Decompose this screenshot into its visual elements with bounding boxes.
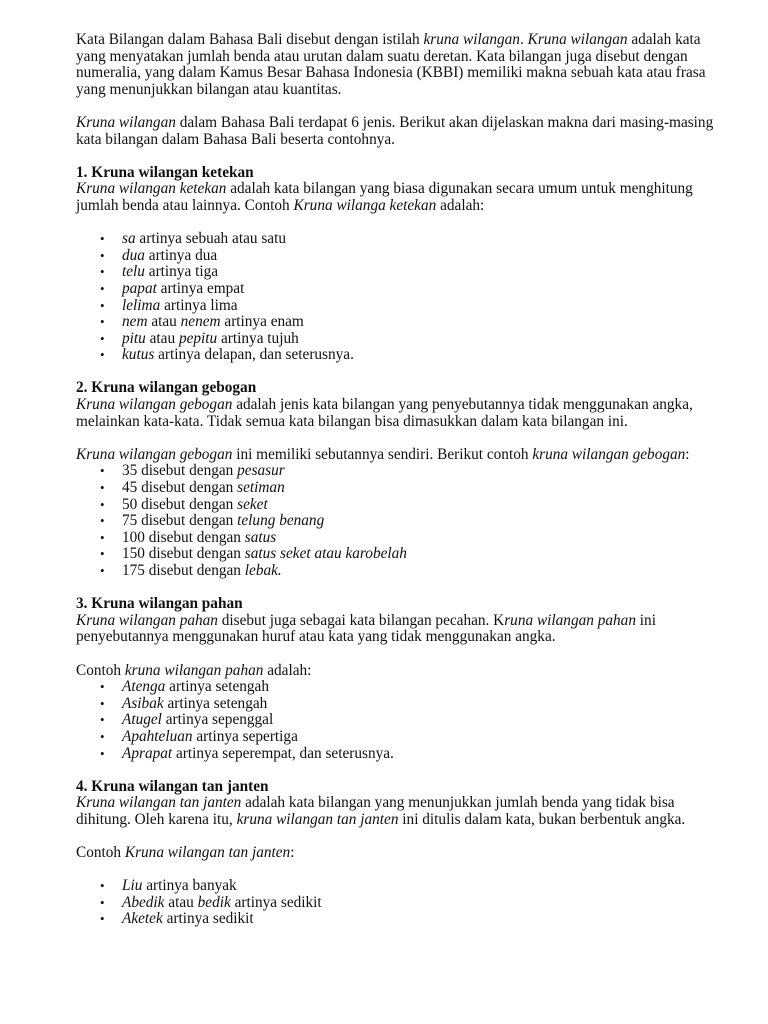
italic-term: Asibak xyxy=(122,694,164,712)
bullet-icon: • xyxy=(100,247,105,263)
text-run: 45 disebut dengan xyxy=(122,479,238,497)
bullet-icon: • xyxy=(100,695,105,711)
italic-term: nem xyxy=(122,313,148,331)
italic-term: Atugel xyxy=(122,711,162,729)
italic-term: Kruna wilangan gebogan xyxy=(76,445,233,463)
bullet-icon: • xyxy=(100,496,105,512)
text-run: : xyxy=(685,445,690,463)
list-item-text xyxy=(122,877,237,894)
list-item-text xyxy=(122,695,267,712)
italic-term: papat xyxy=(122,279,157,297)
list-item-text xyxy=(122,230,286,247)
section-example-intro xyxy=(76,845,726,862)
text-run: ini ditulis dalam kata, bukan berbentuk angka. xyxy=(398,810,686,828)
list-item-text xyxy=(122,529,276,546)
bullet-icon: • xyxy=(100,679,105,695)
bullet-icon: • xyxy=(100,911,105,927)
text-run: dalam Bahasa Bali terdapat 6 jenis. Berikut akan dijelaskan makna dari masing-masing kata bilangan dalam Bahasa Bali beserta contohnya. xyxy=(76,113,714,148)
list-item-text xyxy=(122,545,407,562)
bullet-icon: • xyxy=(100,347,105,363)
list-item-text xyxy=(122,728,298,745)
list-item xyxy=(100,512,726,530)
text-run: artinya tiga xyxy=(144,263,219,281)
bullet-icon: • xyxy=(100,878,105,894)
section-2 xyxy=(76,380,726,579)
italic-term: kutus xyxy=(122,346,155,364)
italic-term: kruna wilangan pahan xyxy=(124,661,264,679)
italic-term: pesasur xyxy=(237,462,285,480)
italic-term: Kruna wilangan ketekan xyxy=(76,180,227,198)
list-item-text xyxy=(122,297,238,314)
list-item-text xyxy=(122,313,304,330)
text-run: atau xyxy=(145,329,179,347)
list-item-text xyxy=(122,894,322,911)
text-run: artinya setengah xyxy=(165,678,269,696)
list-item xyxy=(100,495,726,514)
section-example-intro xyxy=(76,663,726,680)
italic-term: pepitu xyxy=(178,329,218,347)
list-item xyxy=(100,545,726,563)
list-item-text xyxy=(122,280,244,297)
list-item-text xyxy=(122,745,394,762)
list-item xyxy=(100,562,726,580)
section-heading: 3. Kruna wilangan pahan xyxy=(76,595,243,613)
text-run: artinya setengah xyxy=(163,694,268,712)
bullet-icon: • xyxy=(100,280,105,296)
text-run: Kata Bilangan dalam Bahasa Bali disebut dengan istilah xyxy=(76,31,424,48)
bullet-icon: • xyxy=(100,231,105,247)
text-run: adalah kata bilangan yang biasa digunakan secara umum untuk menghitung jumlah benda atau lainnya. Contoh xyxy=(76,180,693,214)
text-run: ini penyebutannya menggunakan huruf atau kata yang tidak menggunakan angka. xyxy=(76,611,656,646)
text-run: 35 disebut dengan xyxy=(122,462,238,480)
section-heading: 2. Kruna wilangan gebogan xyxy=(76,379,257,397)
text-run: Contoh xyxy=(76,661,125,679)
intro-paragraph xyxy=(76,32,726,98)
text-run: artinya sedikit xyxy=(162,910,254,928)
italic-term: seket xyxy=(237,495,268,513)
list-item-text xyxy=(122,263,218,280)
text-run: 50 disebut dengan xyxy=(122,495,238,513)
italic-term: Kruna wilangan pahan xyxy=(76,611,218,629)
italic-term: setiman xyxy=(237,479,285,497)
list-item-text xyxy=(122,496,268,513)
italic-term: kruna wilangan gebogan xyxy=(532,445,686,463)
bullet-icon: • xyxy=(100,330,105,346)
italic-term: telung benang xyxy=(237,512,325,530)
text-run: atau xyxy=(147,313,181,331)
bullet-icon: • xyxy=(100,529,105,545)
text-run: artinya dua xyxy=(144,246,218,264)
text-run: artinya lima xyxy=(160,296,238,314)
section-description xyxy=(76,795,726,828)
example-list xyxy=(76,878,726,928)
text-run: artinya enam xyxy=(220,313,304,331)
list-item-text xyxy=(122,462,285,479)
italic-term: dua xyxy=(122,246,145,264)
section-description xyxy=(76,613,726,646)
text-run: adalah kata bilangan yang menunjukkan jumlah benda yang tidak bisa dihitung. Oleh karena itu, xyxy=(76,794,675,828)
italic-term: bedik xyxy=(197,893,231,911)
text-run: disebut juga sebagai kata bilangan pecahan. K xyxy=(217,611,505,629)
text-run: artinya seperempat, dan seterusnya. xyxy=(172,744,394,762)
text-run: artinya sedikit xyxy=(230,893,322,911)
list-item-text xyxy=(122,910,254,927)
section-heading: 4. Kruna wilangan tan janten xyxy=(76,777,269,795)
example-list xyxy=(76,231,726,364)
list-item xyxy=(100,313,726,331)
bullet-icon: • xyxy=(100,728,105,744)
italic-term: kruna wilangan xyxy=(423,31,520,48)
bullet-icon: • xyxy=(100,546,105,562)
list-item xyxy=(100,910,726,928)
text-run: artinya sepenggal xyxy=(161,711,274,729)
italic-term: Liu xyxy=(122,877,143,895)
list-item-text xyxy=(122,247,217,264)
bullet-icon: • xyxy=(100,712,105,728)
intro-types-paragraph xyxy=(76,115,726,148)
list-item xyxy=(100,479,726,497)
text-run: 150 disebut dengan xyxy=(122,545,245,563)
italic-term: Abedik xyxy=(122,893,165,911)
list-item xyxy=(100,329,726,348)
text-run: artinya empat xyxy=(156,279,245,297)
list-item xyxy=(100,230,726,248)
text-run: artinya sepertiga xyxy=(192,727,298,745)
list-item xyxy=(100,744,726,763)
italic-term: Kruna wilangan tan janten xyxy=(76,794,242,812)
italic-term: Kruna wilangan gebogan xyxy=(76,396,233,414)
text-run: ini memiliki sebutannya sendiri. Berikut contoh xyxy=(232,445,533,463)
italic-term: Kruna wilanga ketekan xyxy=(293,196,437,214)
list-item-text xyxy=(122,711,273,728)
bullet-icon: • xyxy=(100,513,105,529)
italic-term: Aprapat xyxy=(122,744,173,762)
italic-term: lebak. xyxy=(244,562,282,579)
text-run: Contoh xyxy=(76,844,125,862)
list-item-text xyxy=(122,479,285,496)
section-3 xyxy=(76,596,726,762)
list-item xyxy=(100,263,726,281)
bullet-icon: • xyxy=(100,563,105,578)
list-item-text xyxy=(122,346,354,363)
italic-term: Kruna wilangan xyxy=(76,113,176,131)
text-run: artinya sebuah atau satu xyxy=(135,230,286,248)
list-item xyxy=(100,877,726,895)
italic-term: telu xyxy=(122,263,145,281)
text-run: artinya banyak xyxy=(142,877,237,895)
italic-term: kruna wilangan tan janten xyxy=(236,810,399,828)
list-item xyxy=(100,678,726,696)
list-item xyxy=(100,462,726,480)
bullet-icon: • xyxy=(100,745,105,761)
list-item-text xyxy=(122,512,324,529)
list-item xyxy=(100,727,726,746)
list-item-text xyxy=(122,678,269,695)
list-item-text xyxy=(122,562,282,579)
section-1 xyxy=(76,165,726,364)
list-item xyxy=(100,279,726,298)
text-run: : xyxy=(290,844,295,862)
bullet-icon: • xyxy=(100,297,105,313)
text-run: adalah: xyxy=(436,196,485,214)
text-run: . xyxy=(519,31,528,48)
list-item xyxy=(100,893,726,912)
sections-container xyxy=(76,165,726,928)
bullet-icon: • xyxy=(100,264,105,280)
list-item-text xyxy=(122,330,299,347)
italic-term: pitu xyxy=(122,329,146,347)
section-4 xyxy=(76,779,726,928)
italic-term: nenem xyxy=(180,313,221,331)
list-item xyxy=(100,711,726,729)
list-item xyxy=(100,528,726,547)
list-item xyxy=(100,346,726,364)
text-run: adalah jenis kata bilangan yang penyebutannya tidak menggunakan angka, melainkan kata-kata. Tidak semua kata bilangan bisa dimasukkan dalam kata bilangan ini. xyxy=(76,396,693,430)
section-example-intro xyxy=(76,447,726,464)
text-run: artinya tujuh xyxy=(217,329,299,347)
text-run: adalah kata yang menyatakan jumlah benda atau urutan dalam suatu deretan. Kata bilangan juga disebut dengan numeralia, yang dalam Kamus Besar Bahasa Indonesia (KBBI) memiliki makna sebuah kata atau frasa yang menunjukkan bilangan atau kuantitas. xyxy=(76,31,706,98)
bullet-icon: • xyxy=(100,480,105,496)
italic-term: Aketek xyxy=(122,910,163,928)
section-description xyxy=(76,397,726,430)
bullet-icon: • xyxy=(100,463,105,479)
text-run: artinya delapan, dan seterusnya. xyxy=(154,346,354,364)
section-heading: 1. Kruna wilangan ketekan xyxy=(76,163,254,181)
italic-term: Apahteluan xyxy=(122,727,193,745)
text-run: 175 disebut dengan xyxy=(122,562,245,579)
example-list xyxy=(76,679,726,762)
text-run: atau xyxy=(164,893,198,911)
italic-term: satus xyxy=(244,528,277,546)
document-page xyxy=(76,32,726,945)
example-list xyxy=(76,463,726,579)
text-run: adalah: xyxy=(263,661,312,679)
italic-term: Kruna wilangan tan janten xyxy=(124,844,291,862)
section-description xyxy=(76,181,726,214)
italic-term: Kruna wilangan xyxy=(527,31,628,48)
text-run: 100 disebut dengan xyxy=(122,528,245,546)
italic-term: runa wilangan pahan xyxy=(504,611,636,629)
list-item xyxy=(100,246,726,265)
bullet-icon: • xyxy=(100,894,105,910)
italic-term: sa xyxy=(122,230,136,248)
list-item xyxy=(100,296,726,315)
italic-term: Atenga xyxy=(122,678,166,696)
italic-term: lelima xyxy=(122,296,161,314)
text-run: 75 disebut dengan xyxy=(122,512,238,530)
bullet-icon: • xyxy=(100,314,105,330)
list-item xyxy=(100,694,726,713)
italic-term: satus seket atau karobelah xyxy=(244,545,407,563)
